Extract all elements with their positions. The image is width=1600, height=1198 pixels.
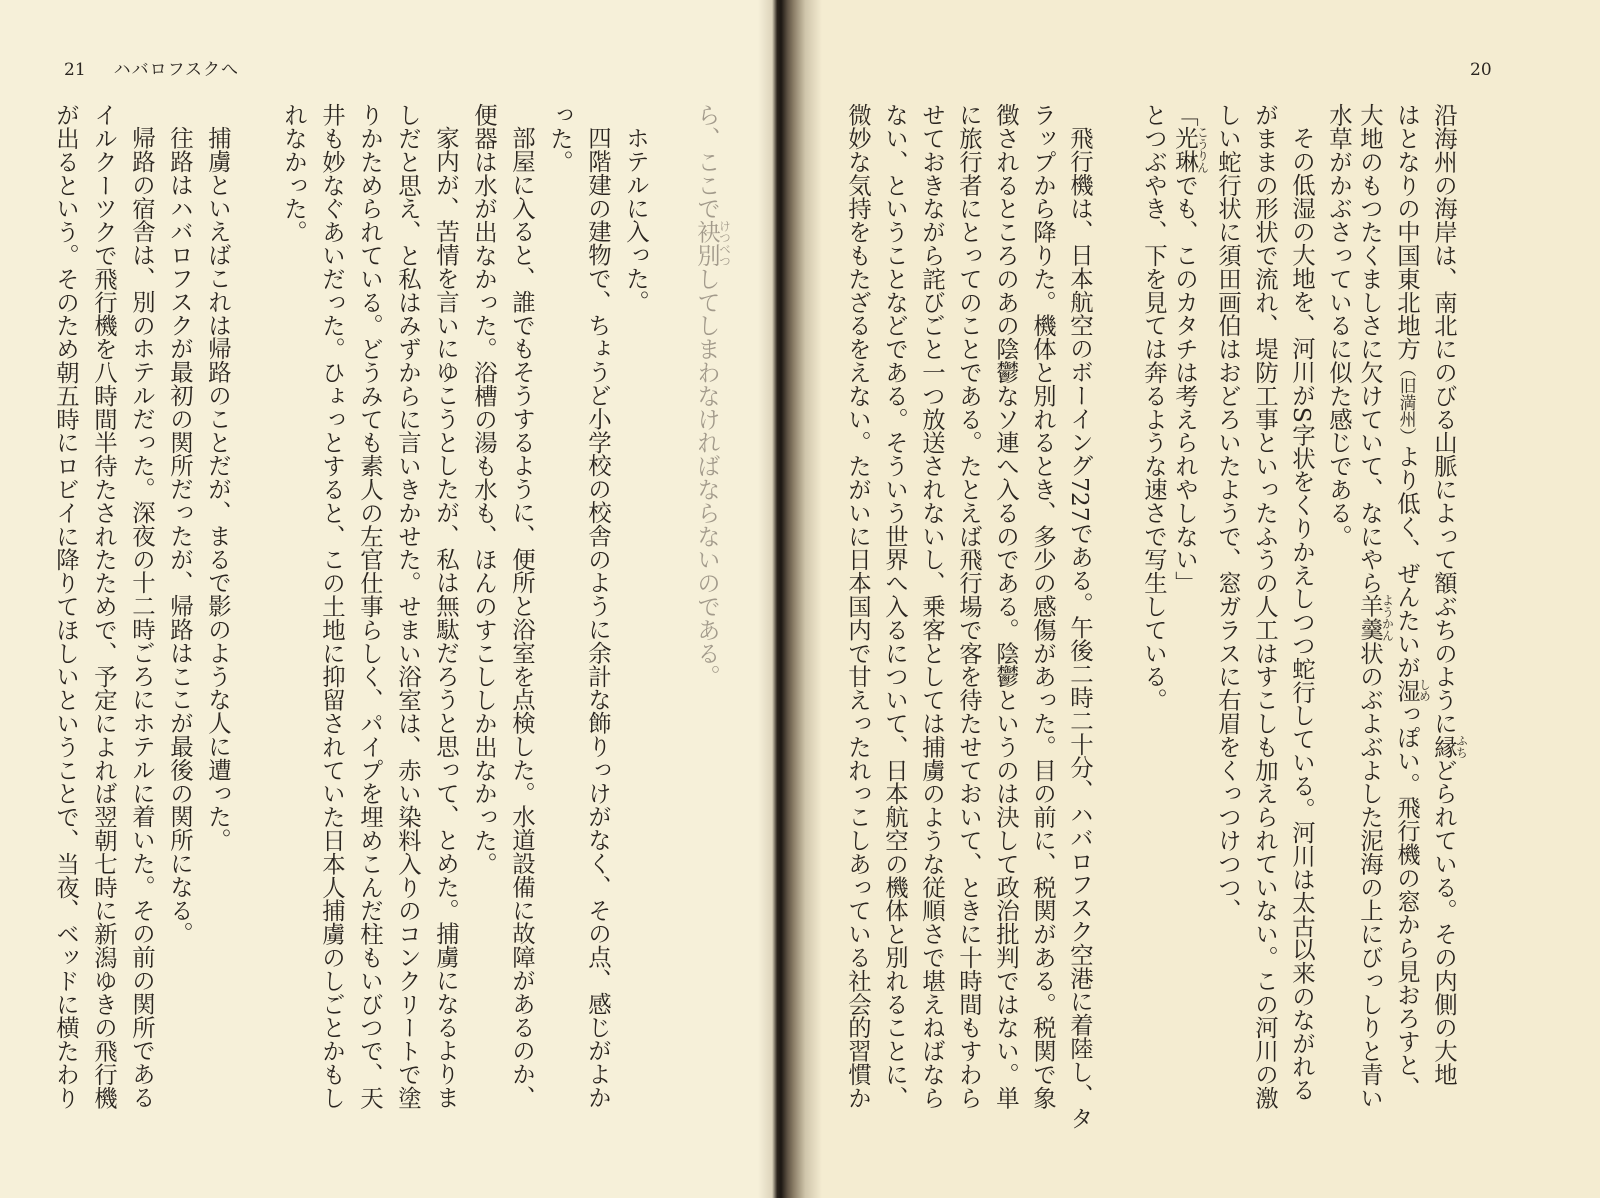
text-segment: 水草がかぶさっているに似た感じである。 [1325,103,1353,548]
text-line [161,103,199,1143]
text-segment: イルクーツクで飛行機を八時間半待たされたためで、予定によれば翌朝七時に新潟ゆきの飛行機 [90,103,118,1110]
text-segment: しい蛇行状に須田画伯はおどろいたようで、窓ガラスに右眉をくっつけつつ、 [1214,103,1242,922]
text-line [351,103,389,1143]
text-line [876,103,913,1143]
ruby-annotation: こうりん [1196,126,1210,174]
text-segment: ホテルに入った。 [622,126,650,314]
text-segment: 便器は水が出なかった。浴槽の湯も水も、ほんのすこししか出なかった。 [470,103,498,876]
text-segment: 飛行機は、日本航空のボーイング727である。午後二時二十分、ハバロフスク空港に着陸し、タ [1066,126,1094,1131]
text-segment: はとなりの中国東北地方 [1393,103,1421,361]
running-head-left [64,58,239,82]
parenthetical-note: （旧満州） [1397,360,1417,445]
ruby-base: 袂別 [693,220,721,267]
text-segment: 沿海州の海岸は、南北にのびる山脈によって額ぶちのように [1430,103,1458,735]
text-line [275,103,313,1143]
text-line [1283,103,1320,1143]
ruby-group [693,220,732,267]
text-segment: ラップから降りた。機体と別れるとき、多少の感傷があった。目の前に、税関がある。税関で象 [1029,103,1057,1110]
text-line [85,103,123,1143]
text-segment: がままの形状で流れ、堤防工事といったふうの人工はすこしも加えられていない。この河川の激 [1251,103,1279,1110]
ruby-base: 羊羹 [1356,594,1384,642]
text-segment: 状のぶよぶよした泥海の上にびっしりと青い [1356,641,1384,1110]
text-segment: 往路はハバロフスクが最初の関所だったが、帰路はここが最後の関所になる。 [166,126,194,946]
text-line [579,103,617,1143]
text-segment: った。 [546,103,574,174]
text-line [427,103,465,1143]
text-segment: 大地のもつたくましさに欠けていて、なにやら [1356,103,1384,595]
text-segment: 部屋に入ると、誰でもそうするように、便所と浴室を点検した。水道設備に故障があるのか、 [508,126,536,1110]
ruby-group [1393,678,1432,703]
text-segment: してしまわなければならないのである。 [693,266,721,689]
text-line [950,103,987,1143]
left-page-body [47,103,731,1143]
text-line [839,103,876,1143]
ruby-group [1171,126,1210,174]
ruby-annotation: しめ [1418,678,1432,703]
ruby-base: 湿 [1393,678,1421,703]
left-page [0,0,778,1198]
book-gutter [758,0,822,1198]
text-segment: りかためられている。どうみても素人の左官仕事らしく、パイプを埋めこんだ柱もいびつで、天 [356,103,384,1110]
text-line [503,103,541,1143]
text-line [1024,103,1061,1143]
text-segment: より低く、ぜんたいが [1393,444,1421,679]
text-line [693,103,731,1143]
text-segment: ない、ということなどである。そういう世界へ入るについて、日本航空の機体と別れることに、 [881,103,909,1110]
ruby-annotation: ふち [1455,734,1469,759]
text-line [1246,103,1283,1143]
right-page [800,0,1600,1198]
text-segment: れなかった。 [280,103,308,244]
text-line [987,103,1024,1143]
text-segment: とつぶやき、下を見ては奔るような速さで写生している。 [1140,103,1168,712]
text-segment: 家内が、苦情を言いにゆこうとしたが、私は無駄だろうと思って、とめた。捕虜になるよりま [432,126,460,1110]
text-line [1135,103,1172,1143]
text-segment: その低湿の大地を、河川がS字状をくりかえしつつ蛇行している。河川は太古以来のながれる [1288,126,1316,1102]
ruby-base: 縁 [1430,734,1458,759]
text-line [617,103,655,1143]
text-segment: 捕虜といえばこれは帰路のことだが、まるで影のような人に遭った。 [204,126,232,852]
page-number: 20 [1470,60,1492,80]
ruby-annotation: ようかん [1381,594,1395,642]
ruby-base: 光琳 [1171,126,1199,174]
paragraph-break [237,103,275,1143]
text-line [541,103,579,1143]
text-line [1431,103,1468,1143]
text-segment: 徴されるところのあの陰鬱なソ連へ入るのである。陰鬱というのは決して政治批判ではない。単 [992,103,1020,1110]
text-segment: 井も妙なぐあいだった。ひょっとすると、この土地に抑留されていた日本人捕虜のしごとかもし [318,103,346,1110]
right-page-body [839,103,1468,1143]
text-segment: ら、ここで [693,103,721,220]
ruby-annotation: けつべつ [718,220,732,267]
text-line [913,103,950,1143]
text-line [47,103,85,1143]
text-line [1061,103,1098,1143]
text-segment: が出るという。そのため朝五時にロビイに降りてほしいということで、当夜、ベッドに横たわり [52,103,80,1110]
text-line [199,103,237,1143]
text-line [313,103,351,1143]
page-number: 21 [64,60,86,80]
text-line [1209,103,1246,1143]
text-line [1172,103,1209,1143]
text-segment: 「 [1171,103,1199,127]
ruby-group [1430,734,1469,759]
text-segment: どられている。その内側の大地 [1430,758,1458,1086]
text-segment: しだと思え、と私はみずからに言いきかせた。せまい浴室は、赤い染料入りのコンクリートで塗 [394,103,422,1110]
running-head-title: ハバロフスクへ [113,60,239,80]
text-segment: に旅行者にとってのことである。たとえば飛行場で客を待たせておいて、ときに十時間もすわら [955,103,983,1110]
text-line [465,103,503,1143]
text-segment: っぽい。飛行機の窓から見おろすと、 [1393,702,1421,1100]
paragraph-break [1098,103,1135,1143]
ruby-group [1356,594,1395,642]
text-segment: 帰路の宿舎は、別のホテルだった。深夜の十二時ごろにホテルに着いた。その前の関所である [128,126,156,1110]
text-segment: 四階建の建物で、ちょうど小学校の校舎のように余計な飾りっけがなく、その点、感じがよか [584,126,612,1110]
text-segment: 微妙な気持をもたざるをえない。たがいに日本国内で甘えったれっこしあっている社会的習慣か [844,103,872,1110]
text-segment: せておきながら詫びごと一つ放送されないし、乗客としては捕虜のような従順さで堪えねばなら [918,103,946,1110]
text-line [123,103,161,1143]
text-segment: でも、このカタチは考えられやしない」 [1171,173,1199,595]
text-line [389,103,427,1143]
